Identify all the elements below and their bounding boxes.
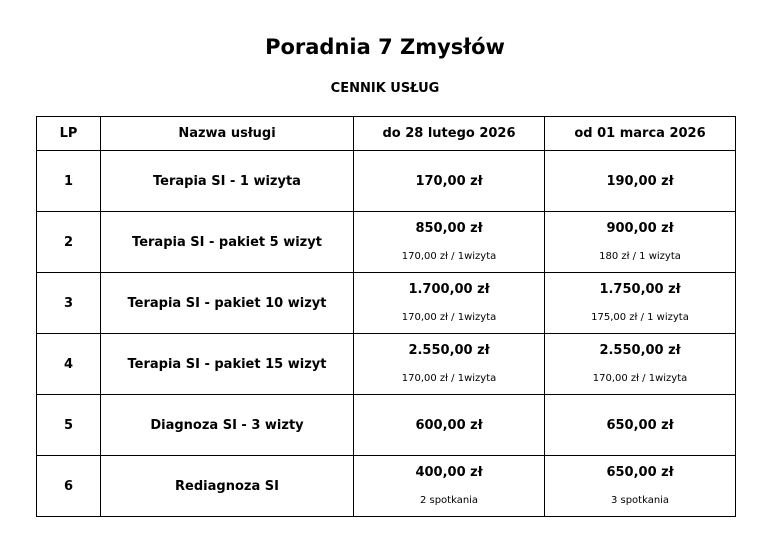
price-old-value: 600,00 zł (415, 417, 483, 433)
price-table-header (37, 117, 736, 151)
row-lp: 4 (37, 334, 101, 395)
price-new-note: 180 zł / 1 wizyta (599, 251, 681, 262)
header-row (37, 117, 736, 151)
price-new-value: 190,00 zł (606, 173, 674, 189)
row-price-old (354, 456, 545, 517)
header-service-name: Nazwa usługi (101, 117, 354, 151)
price-old-value: 170,00 zł (415, 173, 483, 189)
table-row (37, 334, 736, 395)
price-new-note: 175,00 zł / 1 wizyta (591, 312, 689, 323)
header-price-until-feb: do 28 lutego 2026 (354, 117, 545, 151)
price-new-note: 3 spotkania (610, 495, 670, 506)
table-row (37, 273, 736, 334)
page-subtitle: CENNIK USŁUG (330, 81, 440, 96)
price-old-value: 850,00 zł (415, 221, 483, 236)
row-price-old (354, 395, 545, 456)
price-old-value: 2.550,00 zł (408, 343, 490, 358)
row-service-name: Terapia SI - pakiet 5 wizyt (101, 212, 354, 273)
price-new-value: 650,00 zł (606, 465, 674, 480)
row-price-new (545, 334, 736, 395)
row-service-name: Terapia SI - pakiet 10 wizyt (101, 273, 354, 334)
price-table-body (37, 151, 736, 517)
row-price-new (545, 456, 736, 517)
price-new-value: 2.550,00 zł (599, 343, 681, 358)
header-lp: LP (37, 117, 101, 151)
row-price-new (545, 151, 736, 212)
row-price-old (354, 212, 545, 273)
price-old-note: 170,00 zł / 1wizyta (401, 373, 497, 384)
price-old-value: 1.700,00 zł (408, 282, 490, 297)
row-price-old (354, 273, 545, 334)
price-old-value: 400,00 zł (415, 465, 483, 480)
price-old-note: 170,00 zł / 1wizyta (401, 251, 497, 262)
row-service-name: Rediagnoza SI (101, 456, 354, 517)
price-old-note: 170,00 zł / 1wizyta (401, 312, 497, 323)
row-service-name: Terapia SI - pakiet 15 wizyt (101, 334, 354, 395)
row-service-name: Terapia SI - 1 wizyta (101, 151, 354, 212)
row-lp: 6 (37, 456, 101, 517)
price-new-value: 650,00 zł (606, 417, 674, 433)
row-price-old (354, 334, 545, 395)
header-price-from-march: od 01 marca 2026 (545, 117, 736, 151)
table-row (37, 151, 736, 212)
price-new-value: 1.750,00 zł (599, 282, 681, 297)
row-price-new (545, 212, 736, 273)
price-table (36, 116, 736, 517)
price-new-value: 900,00 zł (606, 221, 674, 236)
row-service-name: Diagnoza SI - 3 wizty (101, 395, 354, 456)
row-price-old (354, 151, 545, 212)
row-price-new (545, 273, 736, 334)
row-lp: 1 (37, 151, 101, 212)
price-old-note: 2 spotkania (419, 495, 479, 506)
row-lp: 3 (37, 273, 101, 334)
row-lp: 5 (37, 395, 101, 456)
row-price-new (545, 395, 736, 456)
table-row (37, 212, 736, 273)
row-lp: 2 (37, 212, 101, 273)
price-new-note: 170,00 zł / 1wizyta (592, 373, 688, 384)
page-title: Poradnia 7 Zmysłów (265, 35, 505, 59)
table-row (37, 395, 736, 456)
table-row (37, 456, 736, 517)
